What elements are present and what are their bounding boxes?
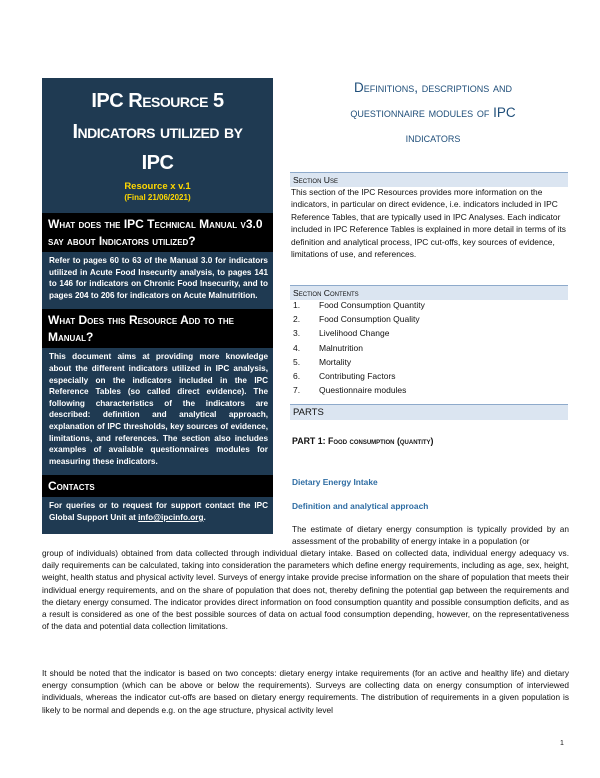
info-sidebar xyxy=(42,78,273,534)
final-date: (Final 21/06/2021) xyxy=(124,193,191,202)
contact-email-link[interactable]: info@ipcinfo.org xyxy=(138,512,204,522)
contents-item-number: 4. xyxy=(293,342,301,353)
section-use-heading: Section Use xyxy=(290,172,568,187)
resource-title-line2: Indicators utilized by xyxy=(72,121,243,143)
contents-item-label: Livelihood Change xyxy=(319,328,390,339)
contents-item xyxy=(293,369,563,383)
resource-title-line3: IPC xyxy=(141,152,174,174)
resource-title-line1: IPC Resource 5 xyxy=(91,90,224,112)
contents-item-label: Food Consumption Quality xyxy=(319,314,420,325)
contents-list xyxy=(293,298,563,397)
part1-title: Food consumption (quantity) xyxy=(328,436,434,446)
contacts-heading: Contacts xyxy=(42,475,273,497)
contents-item-label: Mortality xyxy=(319,356,352,367)
resource-add-heading: What Does this Resource Add to the Manual? xyxy=(42,309,273,348)
contents-item xyxy=(293,355,563,369)
contents-item-label: Questionnaire modules xyxy=(319,385,407,396)
definition-heading: Definition and analytical approach xyxy=(292,501,429,511)
part1-heading xyxy=(292,436,433,446)
resource-add-text: This document aims at providing more knowledge about the different indicators utilized in IPC analysis, especially on the indicators included in the IPC Reference Tables (so called direct evidence). The following characteristics of the indicators are described: definition and analytical approach, explanation of IPC thresholds, key sources of evidence, limitations, and references. The section also includes examples of available questionnaires modules for measuring these indicators. xyxy=(49,352,268,466)
contacts-text xyxy=(42,497,273,528)
contacts-text-body: For queries or to request for support contact the IPC Global Support Unit at xyxy=(49,501,268,522)
manual-heading: What does the IPC Technical Manual v3.0 say about Indicators utilized? xyxy=(42,213,273,252)
contents-item-number: 3. xyxy=(293,328,301,339)
page-number: 1 xyxy=(560,740,564,747)
part1-prefix: PART 1: xyxy=(292,436,329,446)
contents-item-number: 5. xyxy=(293,356,301,367)
document-title-line3: indicators xyxy=(405,130,461,145)
dietary-energy-heading: Dietary Energy Intake xyxy=(292,477,378,487)
manual-text: Refer to pages 60 to 63 of the Manual 3.0 for indicators utilized in Acute Food Insecurity analysis, to pages 141 to 146 for indicators on Chronic Food Insecurity, and to pages 204 to 206 for indicators on Acute Malnutrition. xyxy=(49,256,268,300)
section-use-text: This section of the IPC Resources provides more information on the indicators, in particular on direct evidence, i.e. indicators included in IPC Reference Tables, that are typically used in IPC Analyses. Each indicator included in IPC Reference Tables is explained in more detail in terms of its definition and analytical process, IPC cut-offs, key sources of evidence, limitations of use, and references. xyxy=(291,187,566,260)
resource-title xyxy=(42,86,273,179)
contents-item-number: 1. xyxy=(293,300,301,310)
contents-item-label: Contributing Factors xyxy=(319,371,396,382)
contents-item xyxy=(293,383,563,397)
contents-item xyxy=(293,326,563,340)
document-title xyxy=(298,75,568,150)
contents-item-label: Food Consumption Quantity xyxy=(319,300,425,310)
contacts-text-end: . xyxy=(203,512,206,522)
paragraph-1-start: The estimate of dietary energy consumption is typically provided by an assessment of the probability of energy intake in a population (or xyxy=(292,524,569,547)
document-title-line1: Definitions, descriptions and xyxy=(353,80,512,95)
parts-heading: PARTS xyxy=(290,404,568,420)
contents-item xyxy=(293,312,563,326)
paragraph-1-continued: group of individuals) obtained from data collected through individual dietary intake. Based on collected data, individual energy adequacy vs. daily requirements can be calculated, taking into consideration the parameters which define energy requirements, including as age, sex, height, weight, health status and physical activity level. Surveys of energy intake provide precise information on the share of population that meets their individual energy requirements, and on the share of population that does not, thereby defining the potential gap between the requirements and the dietary energy consumed. The indicator provides direct information on food consumption quantity and possible consumption deficits, and as a result is considered as one of the best possible sources of data on actual food consumption depending, however, on the representativeness of the data and potential data collection limitations. xyxy=(42,548,569,632)
contents-item-label: Malnutrition xyxy=(319,342,363,353)
section-contents-heading: Section Contents xyxy=(290,285,568,300)
contents-item-number: 2. xyxy=(293,314,301,325)
document-title-line2: questionnaire modules of IPC xyxy=(350,105,516,120)
contents-item xyxy=(293,298,563,312)
paragraph-2: It should be noted that the indicator is based on two concepts: dietary energy intake requirements (for an active and healthy life) and dietary energy consumption (which can be above or below the requirements). Surveys are collecting data on energy consumption of interviewed individuals, whereas the indicator cut-offs are based on dietary energy requirements. The distribution of requirements in a given population is likely to be normal and depends e.g. on the age structure, physical activity level xyxy=(42,668,569,715)
contents-item xyxy=(293,341,563,355)
resource-version: Resource x v.1 xyxy=(124,181,191,192)
contents-item-number: 6. xyxy=(293,371,301,382)
contents-item-number: 7. xyxy=(293,385,301,396)
